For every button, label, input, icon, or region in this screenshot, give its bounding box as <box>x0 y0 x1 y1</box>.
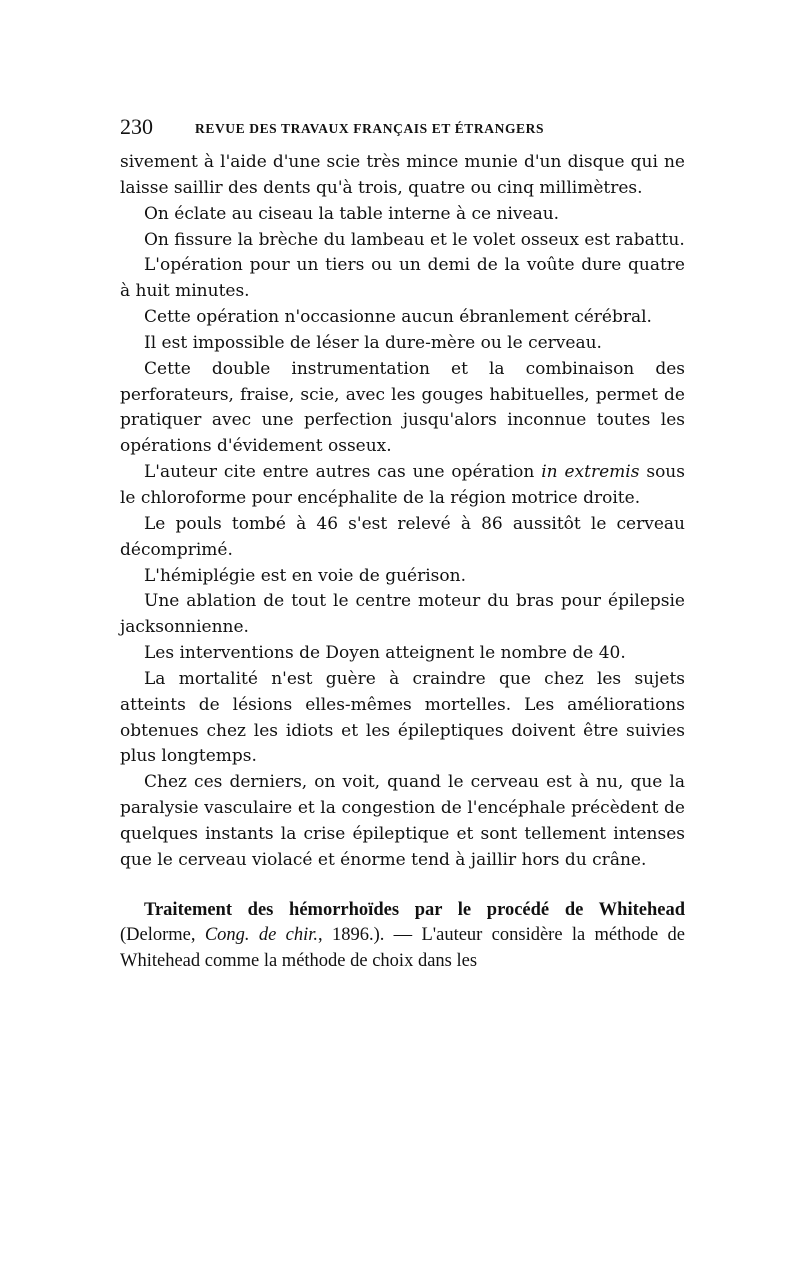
section-title: Traitement des hémorrhoïdes par le procédé de Whitehead <box>144 899 685 920</box>
section-paragraph <box>120 898 685 975</box>
paragraph: Une ablation de tout le centre moteur du bras pour épilepsie jacksonnienne. <box>120 591 685 638</box>
paragraph: On fissure la brèche du lambeau et le volet osseux est rabattu. <box>144 229 685 250</box>
paragraph: Cette opération n'occasionne aucun ébranlement cérébral. <box>144 307 652 328</box>
italic-phrase: in extremis <box>541 462 640 483</box>
section-text: (Delorme, <box>120 925 205 946</box>
body-text <box>120 150 685 974</box>
paragraph <box>120 460 685 512</box>
section-text: , 1896.). — L'auteur considère la méthode de Whitehead comme la méthode de choix dans les <box>120 925 685 971</box>
paragraph: On éclate au ciseau la table interne à ce niveau. <box>144 203 560 224</box>
paragraph: L'hémiplégie est en voie de guérison. <box>144 565 466 586</box>
running-head: REVUE DES TRAVAUX FRANÇAIS ET ÉTRANGERS <box>195 121 545 136</box>
paragraph: L'opération pour un tiers ou un demi de la voûte dure quatre à huit minutes. <box>120 255 685 302</box>
paragraph: Cette double instrumentation et la combinaison des perforateurs, fraise, scie, avec les gouges habituelles, permet de pratiquer avec une perfection jusqu'alors inconnue toutes les opérations d'évidement osseux. <box>120 358 685 457</box>
paragraph: Le pouls tombé à 46 s'est relevé à 86 aussitôt le cerveau décomprimé. <box>120 513 685 560</box>
paragraph-text: sous le chloroforme pour encéphalite de la région motrice droite. <box>120 462 685 508</box>
paragraph: Les interventions de Doyen atteignent le nombre de 40. <box>144 643 626 664</box>
paragraph: Chez ces derniers, on voit, quand le cerveau est à nu, que la paralysie vasculaire et la congestion de l'encéphale précèdent de quelques instants la crise épileptique et sont tellement intenses que le cerveau violacé et énorme tend à jaillir hors du crâne. <box>120 772 685 870</box>
page-number: 230 <box>120 114 153 139</box>
citation-italic: Cong. de chir. <box>204 925 319 946</box>
paragraph-text: L'auteur cite entre autres cas une opération <box>144 462 542 483</box>
section-spacer <box>120 874 685 898</box>
paragraph: sivement à l'aide d'une scie très mince munie d'un disque qui ne laisse saillir des dents qu'à trois, quatre ou cinq millimètres. <box>120 152 685 198</box>
paragraph: Il est impossible de léser la dure-mère ou le cerveau. <box>144 332 602 353</box>
paragraph: La mortalité n'est guère à craindre que chez les sujets atteints de lésions elles-mêmes mortelles. Les améliorations obtenues chez les idiots et les épileptiques doivent être suivies plus longtemps. <box>120 668 685 767</box>
page-header <box>120 116 685 142</box>
